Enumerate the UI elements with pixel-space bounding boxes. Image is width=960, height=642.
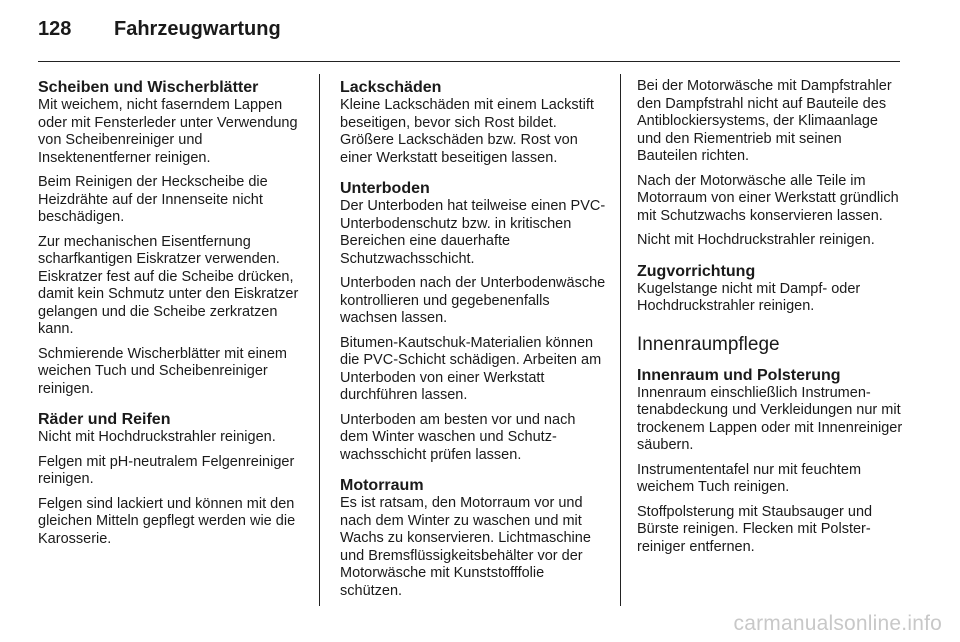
section-title: Innenraum und Polsterung [637,366,841,384]
section-motorraum [340,476,606,600]
column-3 [637,78,905,563]
watermark: carmanualsonline.info [733,612,942,635]
section-raeder [38,410,304,548]
section-title: Zugvorrichtung [637,262,756,280]
paragraph: Der Unterboden hat teilweise einen PVC-Unterbodenschutz bzw. in kritischen Bereichen eine dauerhafte Schutzwachsschicht. [340,198,606,267]
section-title: Räder und Reifen [38,411,171,428]
paragraph: Kleine Lackschäden mit einem Lackstift beseitigen, bevor sich Rost bildet. Größere Lackschäden bzw. Rost von einer Werkstatt beseitigen lassen. [340,97,594,166]
paragraph: Bei der Motorwäsche mit Dampfstrahler den Dampfstrahl nicht auf Bauteile des Antiblockiersystems, der Klimaanlage und den Riementrieb mit seinen Bauteilen richten. [637,78,892,164]
paragraph: Zur mechanischen Eisentfernung scharfkantigen Eiskratzer verwenden. Eiskratzer fest auf die Scheibe drücken, damit kein Schmutz unter den Eiskratzer gelangen und die Scheibe zerkratzen kann. [38,233,299,337]
paragraph: Nicht mit Hochdruckstrahler reinigen. [38,429,276,445]
paragraph: Unterboden am besten vor und nach dem Winter waschen und Schutzwachsschicht prüfen lassen. [340,411,576,463]
section-title: Scheiben und Wischerblätter [38,79,259,96]
paragraph: Stoffpolsterung mit Staubsauger und Bürste reinigen. Flecken mit Polsterreiniger entfernen. [637,503,873,555]
section-motorraum-cont [637,78,905,250]
chapter-heading: Innenraumpflege [637,333,780,355]
paragraph: Beim Reinigen der Heckscheibe die Heizdrähte auf der Innenseite nicht beschädigen. [38,174,268,225]
paragraph: Kugelstange nicht mit Dampf- oder Hochdruckstrahler reinigen. [637,280,861,314]
section-unterboden [340,179,606,464]
paragraph: Mit weichem, nicht faserndem Lappen oder mit Fensterleder unter Verwendung von Scheibenreiniger und Insektenentferner reinigen. [38,97,298,166]
header-rule [38,61,900,62]
column-divider-1 [319,74,320,606]
column-divider-2 [620,74,621,606]
paragraph: Nach der Motorwäsche alle Teile im Motorraum von einer Werkstatt gründlich mit Schutzwachs konservieren lassen. [637,172,899,224]
paragraph: Nicht mit Hochdruckstrahler reinigen. [637,232,875,248]
chapter-title: Fahrzeugwartung [114,18,281,40]
page-number: 128 [38,18,72,40]
page-header [38,18,281,48]
paragraph: Unterboden nach der Unterbodenwäsche kontrollieren und gegebenenfalls wachsen lassen. [340,275,606,326]
paragraph: Felgen mit pH-neutralem Felgenreiniger reinigen. [38,453,295,487]
section-title: Lackschäden [340,79,442,96]
section-scheiben [38,78,304,398]
column-1 [38,78,304,555]
paragraph: Es ist ratsam, den Motorraum vor und nach dem Winter zu waschen und mit Wachs zu konservieren. Lichtmaschine und Bremsflüssigkeitsbehälter vor der Motorwäsche mit Kunststofffolie schützen. [340,495,591,599]
paragraph: Instrumententafel nur mit feuchtem weichem Tuch reinigen. [637,461,862,495]
paragraph: Bitumen-Kautschuk-Materialien können die PVC-Schicht schädigen. Arbeiten am Unterboden von einer Werkstatt durchführen lassen. [340,334,602,403]
section-zugvorrichtung [637,262,905,316]
section-title: Motorraum [340,477,424,494]
paragraph: Felgen sind lackiert und können mit den gleichen Mitteln gepflegt werden wie die Karosserie. [38,495,296,547]
section-lackschaeden [340,78,606,167]
paragraph: Innenraum einschließlich Instrumentenabdeckung und Verkleidungen nur mit trockenem Lappen oder mit Innenreiniger säubern. [637,384,903,453]
section-title: Unterboden [340,180,430,197]
section-innenraum [637,366,905,557]
paragraph: Schmierende Wischerblätter mit einem weichen Tuch und Scheibenreiniger reinigen. [38,345,288,397]
column-2 [340,78,606,607]
